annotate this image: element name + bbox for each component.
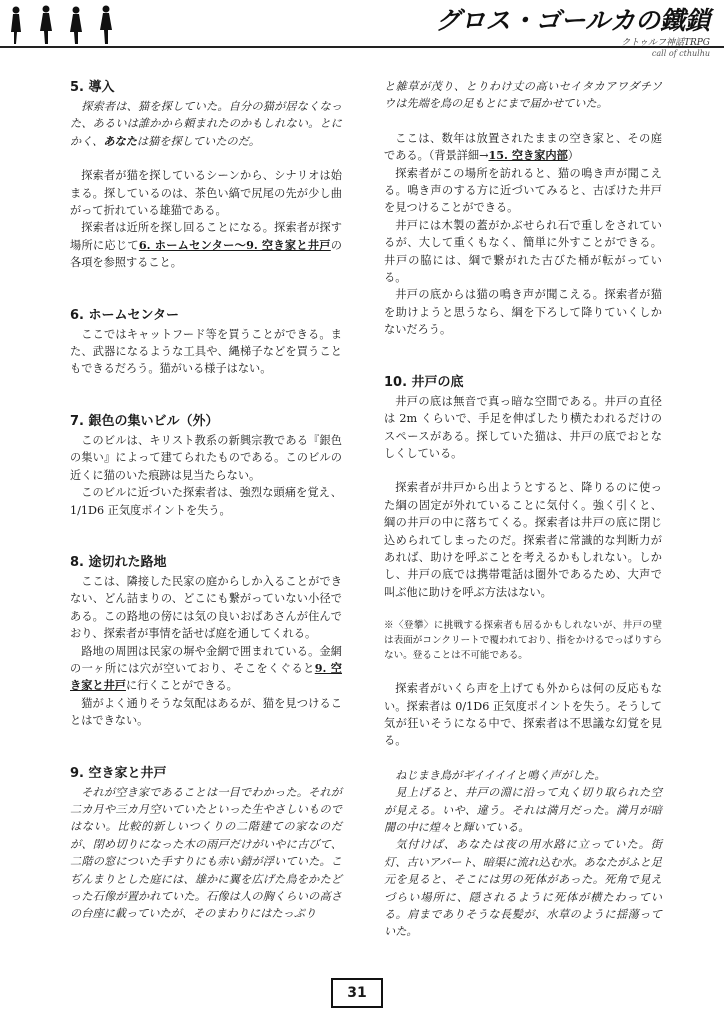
cross-reference-link[interactable]: 15. 空き家内部 (488, 148, 568, 163)
text: に行くことができる。 (125, 679, 238, 693)
text: 探索者は、猫を探していた。自分の猫が居なくなった、あるいは誰かから頼まれたのかもしれない。とにかく、 (70, 100, 342, 148)
paragraph (70, 98, 342, 150)
paragraph: 探索者がいくら声を上げても外からは何の反応もない。探索者は 0/1D6 正気度ポイントを失う。そうして気が狂いそうになる中で、探索者は不思議な幻覚を見る。 (384, 682, 662, 748)
paragraph: 井戸には木製の蓋がかぶせられ石で重しをされているが、大して重くもなく、簡単に外すことができる。井戸の脇には、綱で繋がれた古びた桶が転がっている。 (384, 218, 662, 285)
emphasis-text: あなた (103, 133, 137, 148)
text: は猫を探していたのだ。 (136, 134, 260, 148)
note: ※〈登攀〉に挑戦する探索者も居るかもしれないが、井戸の壁は表面がコンクリートで覆われており、指をかけるでっぱりすらない。登ることは不可能である。 (384, 620, 662, 662)
paragraph: 探索者がこの場所を訪れると、猫の鳴き声が聞こえる。鳴き声のする方に近づいてみると、古ぼけた井戸を見つけることができる。 (384, 166, 662, 215)
paragraph: と雑草が茂り、とりわけ丈の高いセイタカアワダチソウは先端を鳥の足もとにまで届かせていた。 (384, 80, 662, 111)
section-title-8: 8. 途切れた路地 (70, 554, 167, 570)
scenario-logo (435, 6, 710, 59)
section-title-9: 9. 空き家と井戸 (70, 765, 167, 781)
paragraph: 見上げると、井戸の淵に沿って丸く切り取られた空が見える。いや、違う。それは満月だった。満月が暗闇の中に煌々と輝いている。 (384, 786, 662, 834)
paragraph: 井戸の底からは猫の鳴き声が聞こえる。探索者が猫を助けようと思うなら、綱を下ろして降りていくしかないだろう。 (384, 288, 662, 337)
paragraph: 猫がよく通りそうな気配はあるが、猫を見つけることはできない。 (70, 696, 342, 728)
text: 探索者は近所を探し回ることになる。探索者が探す場所に応じて (70, 221, 342, 252)
logo-subtitle-en: call of cthulhu (651, 49, 710, 58)
paragraph (70, 219, 342, 271)
paragraph (384, 130, 662, 165)
section-title-10: 10. 井戸の底 (384, 374, 464, 390)
paragraph: このビルに近づいた探索者は、強烈な頭痛を覚え、1/1D6 正気度ポイントを失う。 (70, 486, 342, 517)
text: ここは、数年は放置されたままの空き家と、その庭である。（背景詳細→ (384, 131, 662, 163)
logo-subtitle: クトゥルフ神話TRPG (621, 38, 710, 48)
cross-reference-link[interactable]: 9. 空き家と井戸 (70, 660, 342, 693)
paragraph: 気付けば、あなたは夜の用水路に立っていた。街灯、古いアパート、暗渠に流れ込む水。あなたがふと足元を見ると、そこには男の死体があった。死角で見えづらい場所に、隠されるように死体が横たわっている。肩までありそうな長髪が、水草のように揺蕩っていた。 (384, 838, 662, 939)
paragraph: このビルは、キリスト教系の新興宗教である『銀色の集い』によって建てられたものである。このビルの近くに猫のいた痕跡は見当たらない。 (70, 433, 342, 482)
text: の各項を参照すること。 (70, 238, 342, 270)
section-title-7: 7. 銀色の集いビル（外） (70, 413, 219, 429)
paragraph: ここは、隣接した民家の庭からしか入ることができない、どん詰まりの、どこにも繋がっていない小径である。この路地の傍には気の良いおばあさんが住んでおり、探索者が事情を話せば庭を通してくれる。 (70, 574, 342, 641)
paragraph: ここではキャットフード等を買うことができる。また、武器になるような工具や、縄梯子などを買うこともできるだろう。猫がいる様子はない。 (70, 327, 342, 376)
paragraph (70, 643, 342, 695)
section-title-6: 6. ホームセンター (70, 307, 179, 323)
text: 路地の周囲は民家の塀や金網で囲まれている。金網の一ヶ所には穴が空いており、そこをくぐると (70, 644, 342, 675)
text: ） (567, 149, 579, 163)
paragraph: 探索者が猫を探しているシーンから、シナリオは始まる。探しているのは、茶色い縞で尻尾の先が少し曲がって折れている雄猫である。 (70, 169, 342, 218)
page-header (0, 0, 724, 90)
paragraph: 探索者が井戸から出ようとすると、降りるのに使った綱の固定が外れていることに気付く。強く引くと、綱の井戸の中に落ちてくる。探索者は井戸の底に閉じ込められてしまったのだ。探索者に常識的な判断力があれば、助けを呼ぶことを考えるかもしれない。しかし、井戸の底では携帯電話は圏外であるため、大声で叫ぶ他に助けを呼ぶ方法はない。 (384, 481, 662, 599)
paragraph: 井戸の底は無音で真っ暗な空間である。井戸の直径は 2m くらいで、手足を伸ばしたり横たわれるだけのスペースがある。探していた猫は、井戸の底でおとなしくしている。 (384, 394, 662, 460)
page-number: 31 (331, 978, 383, 1008)
cross-reference-link[interactable]: 6. ホームセンター〜9. 空き家と井戸 (138, 237, 331, 252)
paragraph: それが空き家であることは一目でわかった。それが二カ月や三カ月空いていたといった生やさしいものではない。比較的新しいつくりの二階建ての家なのだが、閉め切りになった木の雨戸だけがいやに古びて、二階の窓についた手すりにも赤い錆が浮いていた。こぢんまりとした庭には、雄かに翼を広げた鳥をかたどった石像が置かれていた。石像は人の胸くらいの高さの台座に載っていたが、そのまわりにはたっぷり (70, 785, 342, 921)
logo-title: グロス・ゴールカの鐵鎖 (435, 6, 710, 35)
walking-figures-icon (2, 4, 122, 48)
left-column (70, 78, 342, 923)
right-column (384, 78, 662, 941)
section-title-5: 5. 導入 (70, 80, 115, 95)
paragraph: ねじまき鳥がギイイイイと鳴く声がした。 (395, 768, 606, 782)
